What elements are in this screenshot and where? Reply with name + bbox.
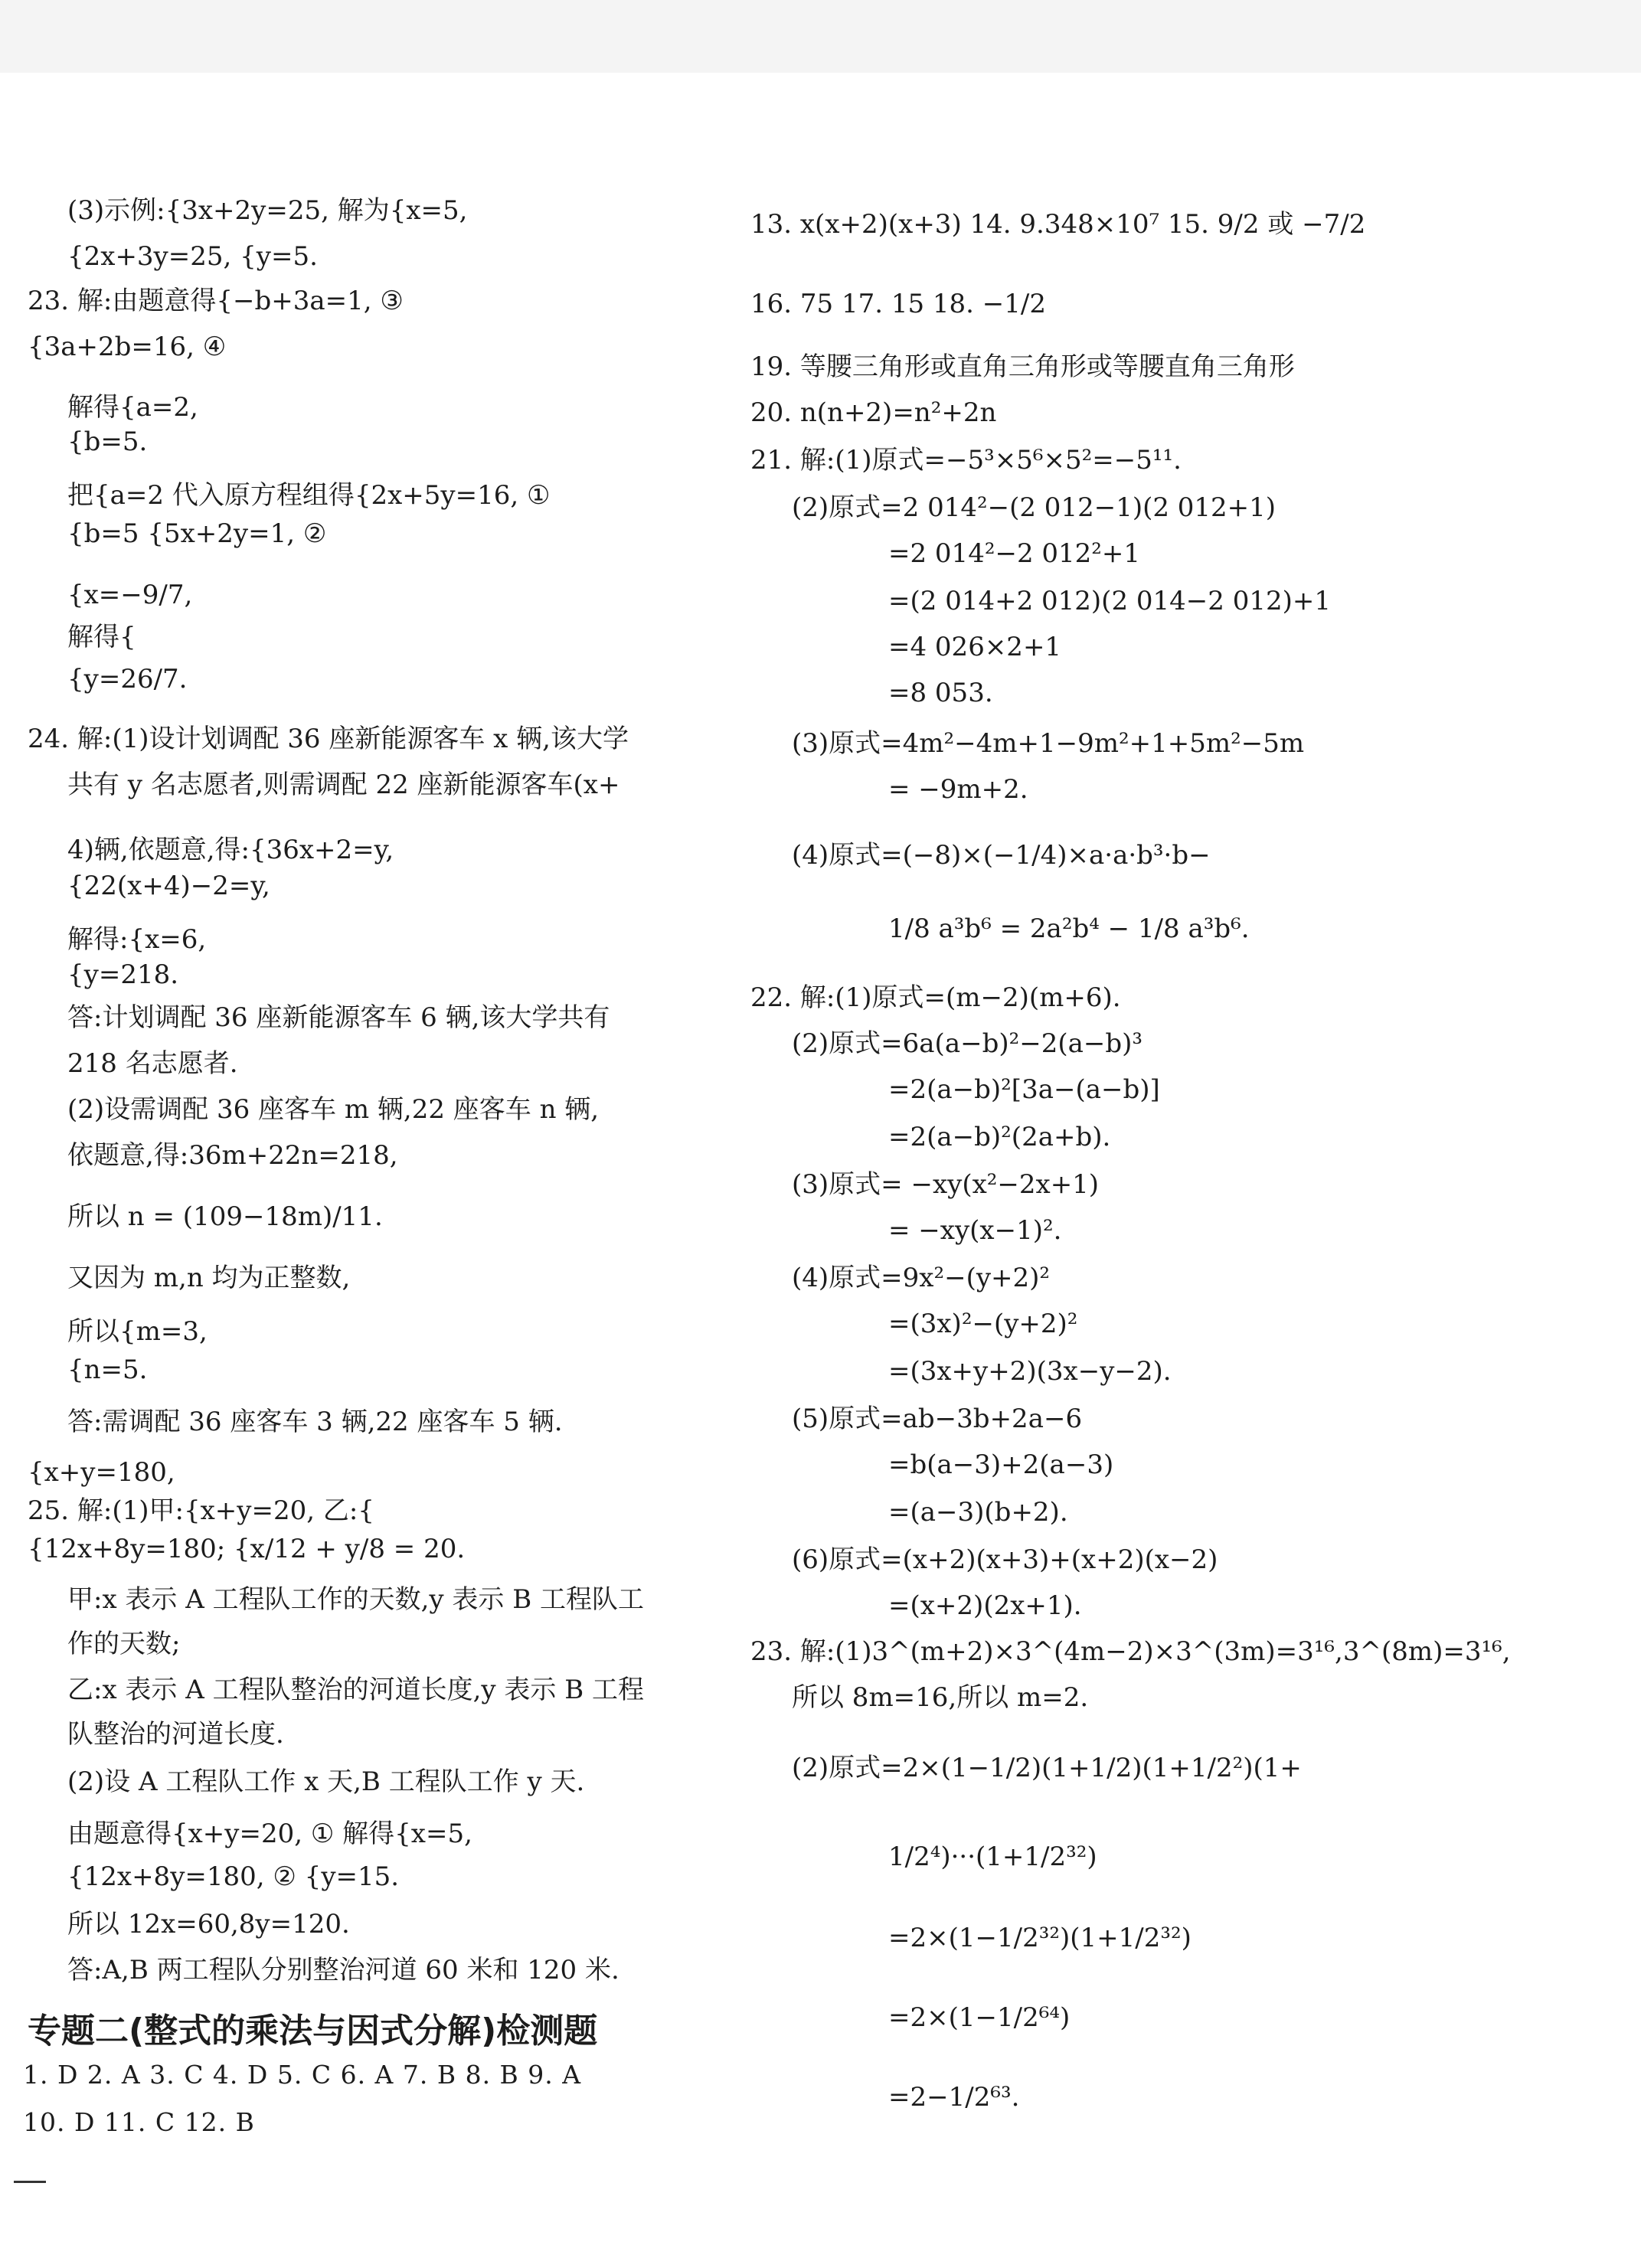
text-line: 23. 解:由题意得{−b+3a=1, ③ bbox=[28, 286, 404, 316]
text-line: 4)辆,依题意,得:{36x+2=y, bbox=[67, 835, 394, 865]
text-line: 把{a=2 代入原方程组得{2x+5y=16, ① bbox=[67, 480, 551, 511]
text-line: {22(x+4)−2=y, bbox=[67, 871, 270, 901]
text-line: 又因为 m,n 均为正整数, bbox=[67, 1263, 351, 1293]
text-line: =(2 014+2 012)(2 014−2 012)+1 bbox=[888, 586, 1331, 616]
text-line: =2×(1−1/2⁶⁴) bbox=[888, 2002, 1071, 2033]
text-line: =(3x)²−(y+2)² bbox=[888, 1309, 1078, 1339]
choice-answers-row-1: 1. D 2. A 3. C 4. D 5. C 6. A 7. B 8. B 9. A bbox=[23, 2060, 582, 2090]
text-line: (2)设需调配 36 座客车 m 辆,22 座客车 n 辆, bbox=[67, 1094, 600, 1125]
text-line: =4 026×2+1 bbox=[888, 632, 1062, 662]
text-line: 由题意得{x+y=20, ① 解得{x=5, bbox=[67, 1819, 472, 1849]
text-line: {b=5. bbox=[67, 426, 148, 457]
text-line: 解得{a=2, bbox=[67, 392, 198, 423]
text-line: {12x+8y=180, ② {y=15. bbox=[67, 1861, 400, 1892]
text-line: = −xy(x−1)². bbox=[888, 1215, 1062, 1246]
text-line: {12x+8y=180; {x/12 + y/8 = 20. bbox=[28, 1534, 466, 1564]
text-line: 答:计划调配 36 座新能源客车 6 辆,该大学共有 bbox=[67, 1002, 610, 1033]
text-line: 依题意,得:36m+22n=218, bbox=[67, 1140, 398, 1171]
text-line: =2(a−b)²(2a+b). bbox=[888, 1122, 1111, 1152]
text-line: (3)原式=4m²−4m+1−9m²+1+5m²−5m bbox=[792, 728, 1305, 759]
text-line: 23. 解:(1)3^(m+2)×3^(4m−2)×3^(3m)=3¹⁶,3^(8m)=3¹⁶, bbox=[750, 1636, 1511, 1667]
text-line: 24. 解:(1)设计划调配 36 座新能源客车 x 辆,该大学 bbox=[28, 724, 629, 754]
text-line: =b(a−3)+2(a−3) bbox=[888, 1449, 1114, 1480]
text-line: 所以 n = (109−18m)/11. bbox=[67, 1201, 383, 1232]
page-top-band bbox=[0, 0, 1641, 73]
text-line: (2)原式=6a(a−b)²−2(a−b)³ bbox=[792, 1028, 1143, 1059]
text-line: 作的天数; bbox=[67, 1629, 181, 1659]
text-line: {3a+2b=16, ④ bbox=[28, 332, 227, 362]
text-line: (6)原式=(x+2)(x+3)+(x+2)(x−2) bbox=[792, 1544, 1218, 1575]
text-line: (4)原式=9x²−(y+2)² bbox=[792, 1263, 1051, 1293]
text-line: 16. 75 17. 15 18. −1/2 bbox=[750, 289, 1046, 319]
text-line: (2)原式=2 014²−(2 012−1)(2 012+1) bbox=[792, 492, 1277, 523]
text-line: (3)示例:{3x+2y=25, 解为{x=5, bbox=[67, 195, 468, 226]
text-line: 25. 解:(1)甲:{x+y=20, 乙:{ bbox=[28, 1495, 374, 1526]
text-line: = −9m+2. bbox=[888, 774, 1028, 805]
text-line: =8 053. bbox=[888, 678, 993, 708]
text-line: =2×(1−1/2³²)(1+1/2³²) bbox=[888, 1923, 1192, 1953]
text-line: 218 名志愿者. bbox=[67, 1048, 238, 1079]
text-line: 21. 解:(1)原式=−5³×5⁶×5²=−5¹¹. bbox=[750, 445, 1182, 475]
section-title: 专题二(整式的乘法与因式分解)检测题 bbox=[28, 2011, 598, 2051]
text-line: =(a−3)(b+2). bbox=[888, 1497, 1068, 1528]
text-line: 解得{ bbox=[67, 622, 136, 652]
text-line: 答:需调配 36 座客车 3 辆,22 座客车 5 辆. bbox=[67, 1407, 563, 1437]
text-line: =2 014²−2 012²+1 bbox=[888, 538, 1141, 569]
footer-rule bbox=[14, 2181, 46, 2183]
choice-answers-row-2: 10. D 11. C 12. B bbox=[23, 2107, 255, 2137]
text-line: (2)设 A 工程队工作 x 天,B 工程队工作 y 天. bbox=[67, 1766, 585, 1797]
text-line: 乙:x 表示 A 工程队整治的河道长度,y 表示 B 工程 bbox=[67, 1675, 645, 1705]
text-line: 解得:{x=6, bbox=[67, 924, 207, 955]
text-line: 13. x(x+2)(x+3) 14. 9.348×10⁷ 15. 9/2 或 −7/2 bbox=[750, 209, 1366, 240]
text-line: 共有 y 名志愿者,则需调配 22 座新能源客车(x+ bbox=[67, 770, 620, 800]
text-line: {b=5 {5x+2y=1, ② bbox=[67, 518, 327, 549]
text-line: {x+y=180, bbox=[28, 1457, 175, 1488]
text-line: (5)原式=ab−3b+2a−6 bbox=[792, 1404, 1083, 1434]
text-line: 22. 解:(1)原式=(m−2)(m+6). bbox=[750, 982, 1121, 1013]
text-line: =2(a−b)²[3a−(a−b)] bbox=[888, 1074, 1160, 1105]
text-line: {n=5. bbox=[67, 1355, 148, 1385]
text-line: (4)原式=(−8)×(−1/4)×a·a·b³·b− bbox=[792, 840, 1211, 871]
text-line: 1/8 a³b⁶ = 2a²b⁴ − 1/8 a³b⁶. bbox=[888, 913, 1250, 944]
text-line: 1/2⁴)···(1+1/2³²) bbox=[888, 1842, 1097, 1872]
text-line: 答:A,B 两工程队分别整治河道 60 米和 120 米. bbox=[67, 1955, 619, 1985]
text-line: 甲:x 表示 A 工程队工作的天数,y 表示 B 工程队工 bbox=[67, 1584, 645, 1615]
text-line: =2−1/2⁶³. bbox=[888, 2082, 1020, 2113]
text-line: =(x+2)(2x+1). bbox=[888, 1590, 1082, 1621]
text-line: {2x+3y=25, {y=5. bbox=[67, 241, 318, 272]
text-line: 19. 等腰三角形或直角三角形或等腰直角三角形 bbox=[750, 351, 1295, 382]
text-line: 队整治的河道长度. bbox=[67, 1719, 284, 1750]
text-line: 所以 8m=16,所以 m=2. bbox=[792, 1682, 1089, 1713]
text-line: 所以 12x=60,8y=120. bbox=[67, 1909, 350, 1940]
text-line: =(3x+y+2)(3x−y−2). bbox=[888, 1356, 1172, 1387]
text-line: {y=218. bbox=[67, 959, 179, 990]
text-line: 20. n(n+2)=n²+2n bbox=[750, 397, 997, 428]
text-line: {x=−9/7, bbox=[67, 580, 193, 610]
text-line: (3)原式= −xy(x²−2x+1) bbox=[792, 1169, 1100, 1200]
text-line: {y=26/7. bbox=[67, 664, 188, 694]
text-line: (2)原式=2×(1−1/2)(1+1/2)(1+1/2²)(1+ bbox=[792, 1753, 1302, 1783]
text-line: 所以{m=3, bbox=[67, 1316, 208, 1347]
